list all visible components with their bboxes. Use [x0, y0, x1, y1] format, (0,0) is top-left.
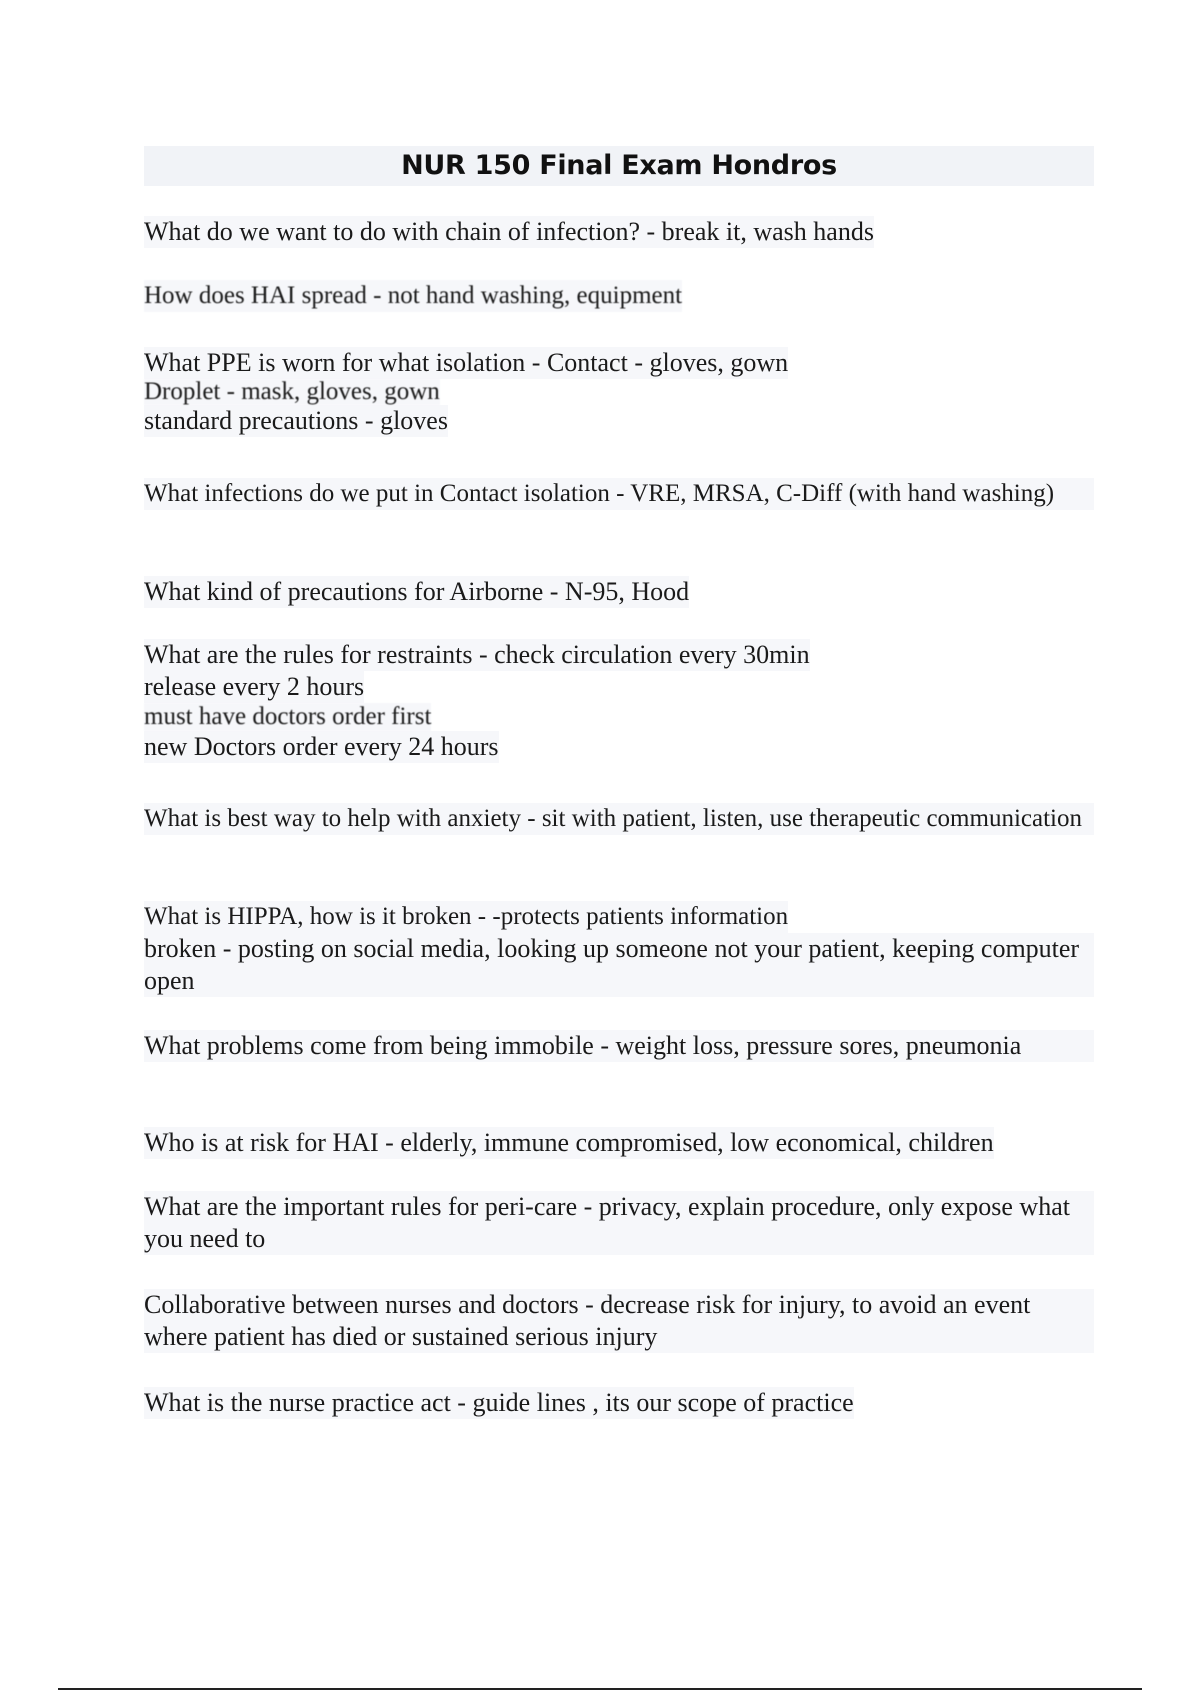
- qa-item: [144, 1030, 1094, 1062]
- qa-line: What problems come from being immobile - weight loss, pressure sores, pneumonia: [144, 1030, 1094, 1062]
- qa-line: What PPE is worn for what isolation - Contact - gloves, gown: [144, 348, 789, 377]
- qa-item: [144, 1289, 1094, 1353]
- qa-line: How does HAI spread - not hand washing, equipment: [144, 280, 682, 312]
- title-band: [144, 146, 1094, 186]
- qa-line: What infections do we put in Contact isolation - VRE, MRSA, C-Diff (with hand washing): [144, 478, 1094, 510]
- qa-line: must have doctors order first: [144, 703, 432, 730]
- page-title: NUR 150 Final Exam Hondros: [401, 150, 837, 181]
- qa-item: [144, 478, 1094, 510]
- qa-item: [144, 803, 1094, 835]
- qa-item: [144, 576, 1094, 608]
- qa-item: [144, 216, 1094, 248]
- qa-line: broken - posting on social media, looking up someone not your patient, keeping computer open: [144, 933, 1094, 997]
- footer-rule: [58, 1688, 1142, 1690]
- qa-line: What do we want to do with chain of infection? - break it, wash hands: [144, 217, 874, 246]
- qa-item: [144, 1191, 1094, 1255]
- qa-item: [144, 901, 1094, 997]
- qa-line: What kind of precautions for Airborne - N-95, Hood: [144, 577, 690, 606]
- qa-line: Who is at risk for HAI - elderly, immune compromised, low economical, children: [144, 1128, 994, 1157]
- qa-line: standard precautions - gloves: [144, 406, 448, 435]
- qa-line: Droplet - mask, gloves, gown: [144, 378, 440, 405]
- qa-item: [144, 1127, 1094, 1159]
- qa-line: What is HIPPA, how is it broken - -protects patients information: [144, 901, 788, 933]
- qa-line: release every 2 hours: [144, 672, 365, 701]
- qa-line: Collaborative between nurses and doctors - decrease risk for injury, to avoid an event where patient has died or sustained serious injury: [144, 1289, 1094, 1353]
- qa-line: What is best way to help with anxiety - sit with patient, listen, use therapeutic communication: [144, 803, 1094, 835]
- qa-item: [144, 347, 1094, 437]
- qa-item: [144, 1387, 1094, 1419]
- qa-item: [144, 639, 1094, 763]
- qa-line: What are the important rules for peri-care - privacy, explain procedure, only expose what you need to: [144, 1191, 1094, 1255]
- qa-line: new Doctors order every 24 hours: [144, 732, 499, 761]
- qa-item: [144, 280, 1094, 312]
- qa-line: What are the rules for restraints - check circulation every 30min: [144, 640, 810, 669]
- qa-line: What is the nurse practice act - guide lines , its our scope of practice: [144, 1388, 854, 1417]
